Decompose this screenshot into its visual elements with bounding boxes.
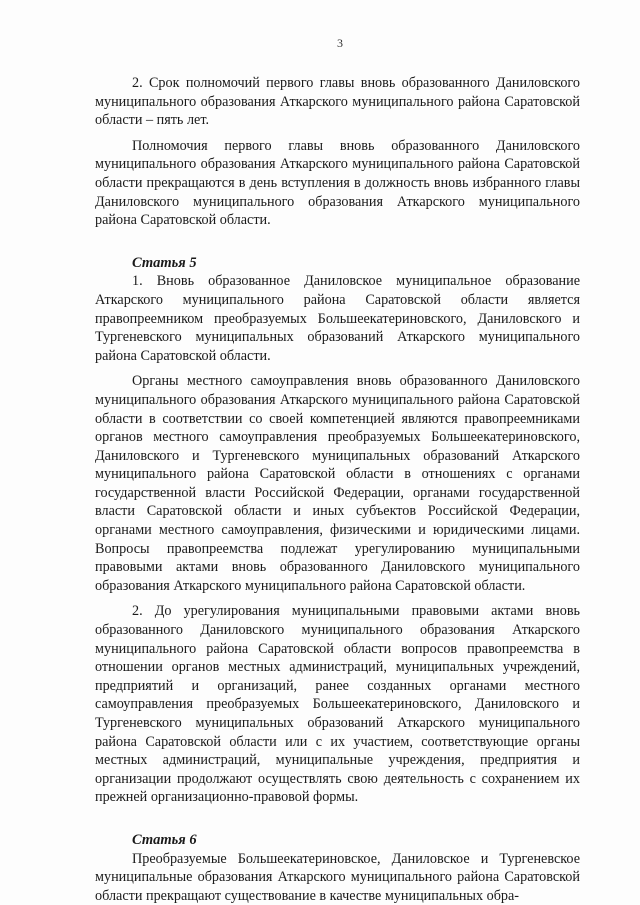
document-body <box>95 74 580 905</box>
article4-paragraph-powers: Полномочия первого главы вновь образованного Даниловского муниципального образования Аткарского муниципального района Саратовской области прекращаются в день вступления в должность вновь избранного главы Даниловского муниципального образования Аткарского муниципального района Саратовской области. <box>95 137 580 229</box>
article5-heading: Статья 5 <box>132 254 197 271</box>
article5-paragraph-1: 1. Вновь образованное Даниловское муниципальное образование Аткарского муниципального района Саратовской области является правопреемником преобразуемых Большеекатериновского, Даниловского и Тургеневского муниципальных образований Аткарского муниципального района Саратовской области. <box>95 273 580 364</box>
article6-paragraph-1: Преобразуемые Большеекатериновское, Даниловское и Тургеневское муниципальные образования Аткарского муниципального района Саратовской области прекращают существование в качестве муниципальных обра- <box>95 850 580 904</box>
article4-paragraph-term: 2. Срок полномочий первого главы вновь образованного Даниловского муниципального образования Аткарского муниципального района Саратовской области – пять лет. <box>95 75 580 129</box>
article6-heading: Статья 6 <box>132 831 197 848</box>
article5-paragraph-2: Органы местного самоуправления вновь образованного Даниловского муниципального образования Аткарского муниципального района Саратовской области в соответствии со своей компетенцией являются правопреемниками органов местного самоуправления преобразуемых Большеекатериновского, Даниловского и Тургеневского муниципальных образований Аткарского муниципального района Саратовской области в отношениях с органами государственной власти Российской Федерации, органами государственной власти Саратовской области и иных субъектов Российской Федерации, органами местного самоуправления, физическими и юридическими лицами. Вопросы правопреемства подлежат урегулированию муниципальными правовыми актами вновь образованного Даниловского муниципального образования Аткарского муниципального района Саратовской области. <box>95 373 580 594</box>
page-number: 3 <box>337 36 343 50</box>
article5-paragraph-3: 2. До урегулирования муниципальными правовыми актами вновь образованного Даниловского муниципального образования Аткарского муниципального района Саратовской области вопросов правопреемства в отношении органов местных администраций, муниципальных учреждений, предприятий и организаций, ранее созданных органами местного самоуправления преобразуемых Большеекатериновского, Даниловского и Тургеневского муниципальных образований Аткарского муниципального района Саратовской области или с их участием, соответствующие органы местных администраций, муниципальные учреждения, предприятия и организации продолжают осуществлять свою деятельность с сохранением их прежней организационно-правовой формы. <box>95 603 580 806</box>
